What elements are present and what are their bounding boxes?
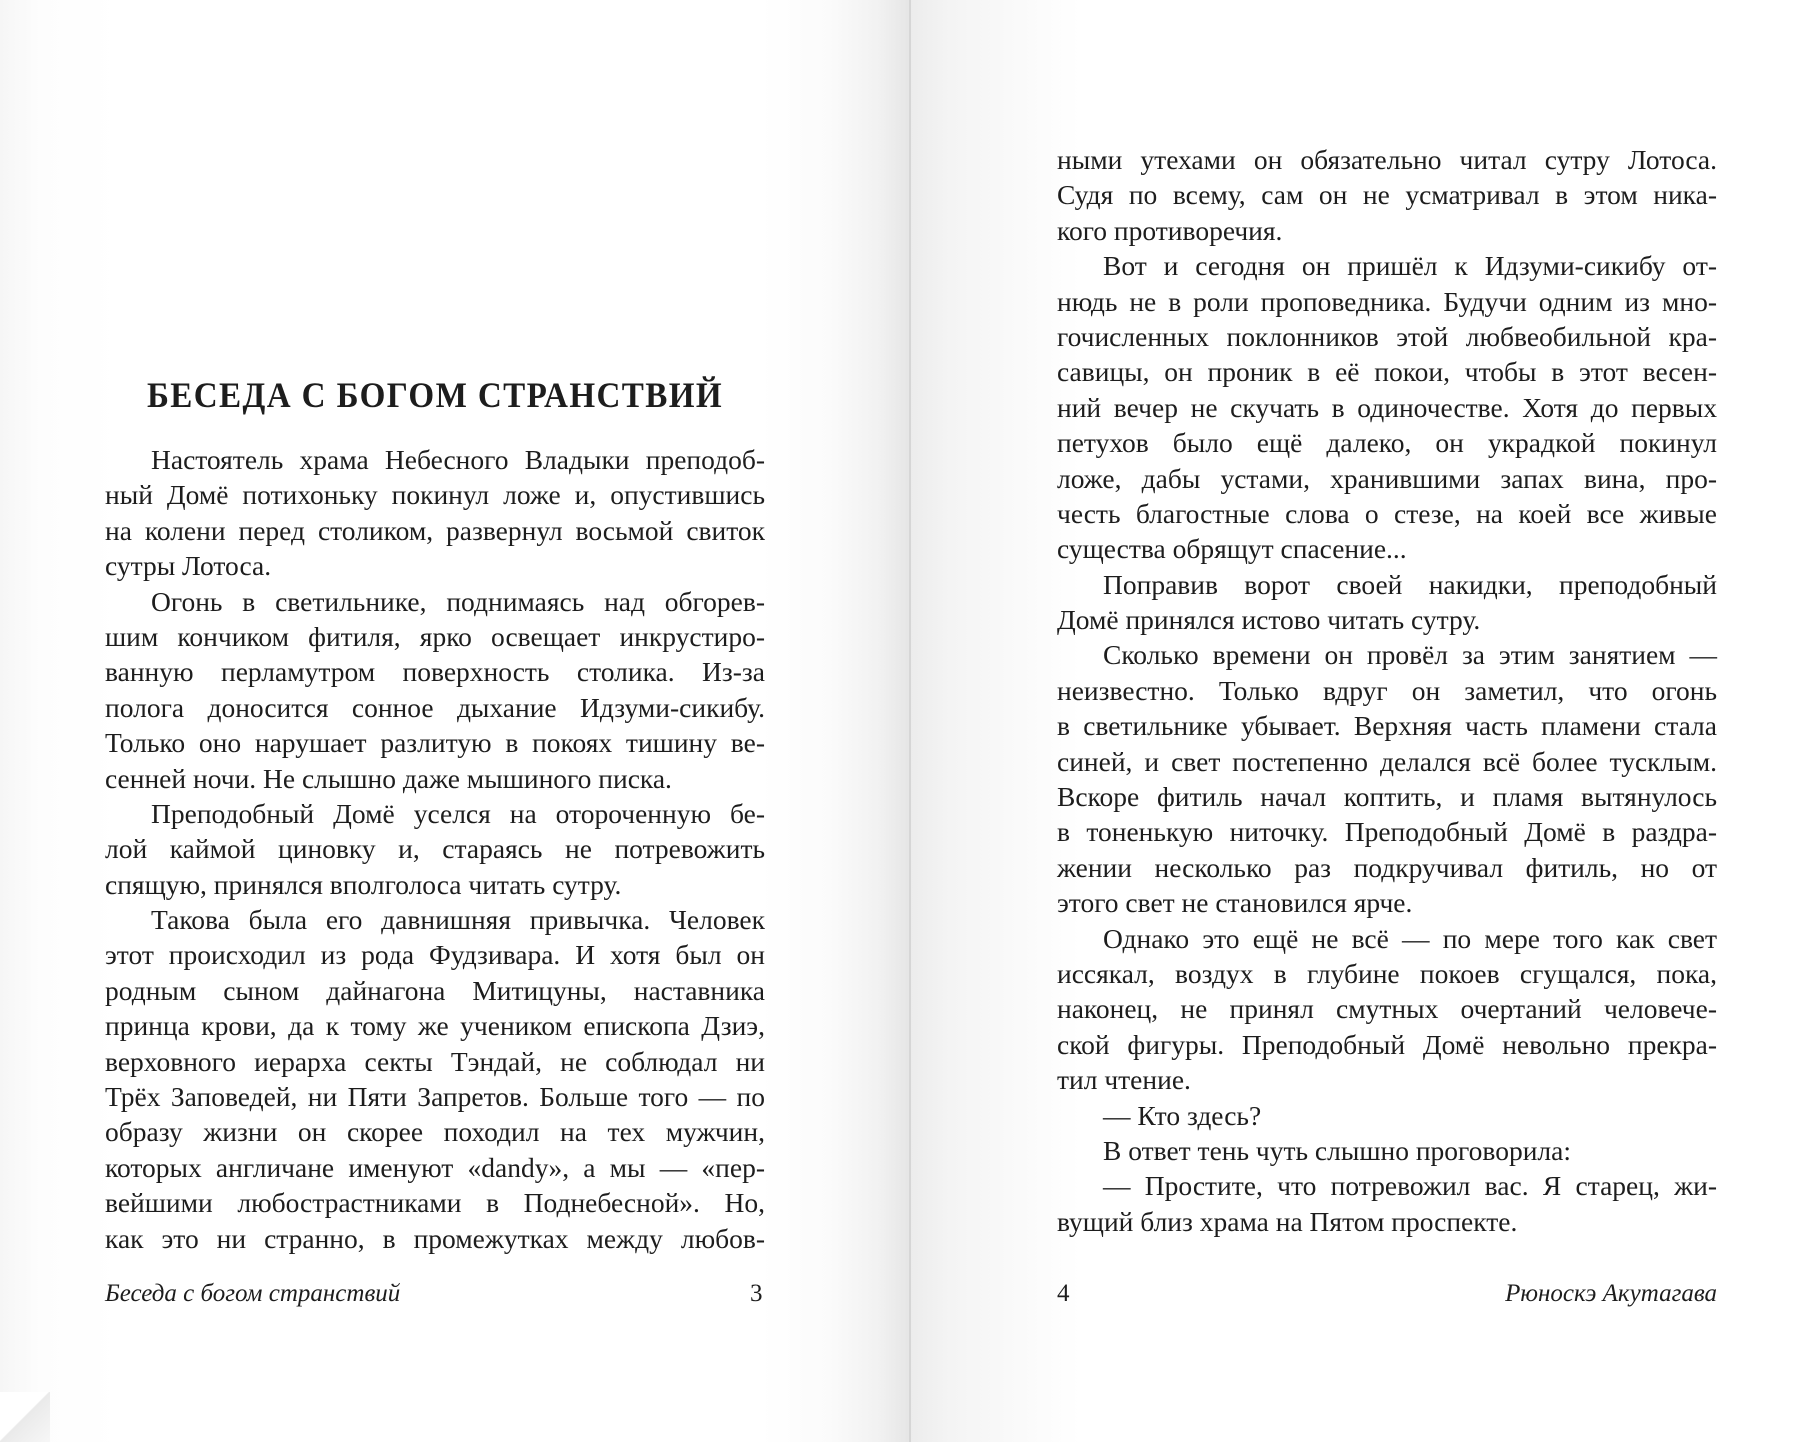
text-line-content: ской фигуры. Преподобный Домё невольно прекра- — [1057, 1028, 1717, 1060]
text-line-content: Такова была его давнишняя привычка. Человек — [151, 904, 765, 936]
text-line-content: полога доносится сонное дыхание Идзуми-сикибу. — [105, 691, 765, 723]
text-line-content: Вскоре фитиль начал коптить, и пламя вытянулось — [1057, 781, 1717, 813]
text-line-content: этот происходил из рода Фудзивара. И хотя был он — [105, 939, 765, 971]
text-line-content: Огонь в светильнике, поднимаясь над обгорев- — [151, 585, 765, 617]
text-line — [1057, 708, 1717, 743]
text-line — [1057, 779, 1717, 814]
text-line-content: принца крови, да к тому же учеником епископа Дзиэ, — [105, 1010, 765, 1042]
text-line-content: вейшими любострастниками в Поднебесной». Но, — [105, 1187, 765, 1219]
text-line — [105, 796, 765, 831]
text-line-content: честь благостные слова о стезе, на коей все живые — [1057, 497, 1717, 529]
text-line-content: петухов было ещё далеко, он украдкой покинул — [1057, 427, 1717, 459]
text-line — [1057, 956, 1717, 991]
text-line-content: в тоненькую ниточку. Преподобный Домё в раздра- — [1057, 816, 1717, 848]
text-line-content: сенней ночи. Не слышно даже мышиного писка. — [105, 762, 672, 794]
text-line — [105, 442, 765, 477]
text-line — [105, 690, 765, 725]
text-line — [1057, 284, 1717, 319]
text-line-content: ний вечер не скучать в одиночестве. Хотя до первых — [1057, 391, 1717, 423]
text-line — [105, 1114, 765, 1149]
text-line — [1057, 425, 1717, 460]
text-line-content: наконец, не принял смутных очертаний человече- — [1057, 993, 1717, 1025]
text-line — [105, 513, 765, 548]
text-line-content: ный Домё потихоньку покинул ложе и, опустившись — [105, 479, 765, 511]
right-page-text — [1057, 142, 1717, 1239]
running-title: Беседа с богом странствий — [105, 1280, 401, 1307]
text-line — [1057, 531, 1717, 566]
text-line — [1057, 390, 1717, 425]
text-line — [1057, 213, 1717, 248]
text-line-content: Трёх Заповедей, ни Пяти Запретов. Больше того — по — [105, 1081, 765, 1113]
text-line-content: Преподобный Домё уселся на отороченную бе- — [151, 797, 765, 829]
text-line-content: савицы, он проник в её покои, чтобы в этот весен- — [1057, 356, 1717, 388]
text-line-content: Вот и сегодня он пришёл к Идзуми-сикибу от- — [1103, 250, 1717, 282]
text-line-content: на колени перед столиком, развернул восьмой свиток — [105, 514, 765, 546]
text-line-content: в светильнике убывает. Верхняя часть пламени стала — [1057, 710, 1717, 742]
text-line — [1057, 567, 1717, 602]
text-line — [1057, 461, 1717, 496]
text-line-content: вущий близ храма на Пятом проспекте. — [1057, 1205, 1518, 1237]
text-line-content: которых англичане именуют «dandy», а мы — «пер- — [105, 1151, 765, 1183]
text-line-content: ными утехами он обязательно читал сутру Лотоса. — [1057, 144, 1717, 175]
text-line-content: Судя по всему, сам он не усматривал в этом ника- — [1057, 179, 1717, 211]
text-line-content: Только оно нарушает разлитую в покоях тишину ве- — [105, 727, 765, 759]
text-line-content: лой каймой циновку и, стараясь не потревожить — [105, 833, 765, 865]
text-line-content: — Простите, что потревожил вас. Я старец, жи- — [1103, 1170, 1717, 1202]
text-line — [105, 761, 765, 796]
text-line — [1057, 1133, 1717, 1168]
text-line-content: как это ни странно, в промежутках между любов- — [105, 1222, 765, 1254]
text-line — [1057, 673, 1717, 708]
text-line-content: синей, и свет постепенно делался всё более тусклым. — [1057, 745, 1717, 777]
text-line-content: родным сыном дайнагона Митицуны, наставника — [105, 974, 765, 1006]
text-line — [1057, 744, 1717, 779]
text-line-content: верховного иерарха секты Тэндай, не соблюдал ни — [105, 1045, 765, 1077]
text-line-content: жении несколько раз подкручивал фитиль, но от — [1057, 851, 1717, 883]
text-line — [105, 1185, 765, 1220]
text-line-content: — Кто здесь? — [1103, 1099, 1262, 1131]
text-line-content: нюдь не в роли проповедника. Будучи одним из мно- — [1057, 285, 1717, 317]
text-line — [105, 867, 765, 902]
running-author: Рюноскэ Акутагава — [1505, 1280, 1717, 1307]
text-line-content: Настоятель храма Небесного Владыки преподоб- — [151, 444, 765, 475]
text-line — [1057, 850, 1717, 885]
text-line — [1057, 814, 1717, 849]
text-line — [1057, 885, 1717, 920]
book-gutter — [909, 0, 911, 1442]
text-line — [1057, 991, 1717, 1026]
text-line — [1057, 496, 1717, 531]
text-line-content: шим кончиком фитиля, ярко освещает инкрустиро- — [105, 620, 765, 652]
text-line-content: Однако это ещё не всё — по мере того как свет — [1103, 922, 1717, 954]
text-line — [1057, 1098, 1717, 1133]
text-line — [105, 654, 765, 689]
chapter-heading: БЕСЕДА С БОГОМ СТРАНСТВИЙ — [147, 375, 723, 415]
text-line — [1057, 1204, 1717, 1239]
text-line-content: образу жизни он скорее походил на тех мужчин, — [105, 1116, 765, 1148]
text-line — [1057, 177, 1717, 212]
text-line-content: В ответ тень чуть слышно проговорила: — [1103, 1134, 1571, 1166]
page-curl-corner[interactable] — [0, 1392, 50, 1442]
text-line-content: Сколько времени он провёл за этим занятием — — [1103, 639, 1717, 671]
text-line-content: иссякал, воздух в глубине покоев сгущался, пока, — [1057, 957, 1717, 989]
text-line — [105, 477, 765, 512]
text-line — [1057, 319, 1717, 354]
text-line — [105, 619, 765, 654]
text-line — [105, 1008, 765, 1043]
text-line-content: ложе, дабы устами, хранившими запах вина, про- — [1057, 462, 1717, 494]
text-line — [1057, 354, 1717, 389]
text-line-content: кого противоречия. — [1057, 214, 1283, 246]
text-line — [105, 725, 765, 760]
text-line-content: ванную перламутром поверхность столика. Из-за — [105, 656, 765, 688]
text-line-content: гочисленных поклонников этой любвеобильной кра- — [1057, 320, 1717, 352]
text-line — [105, 937, 765, 972]
text-line — [1057, 602, 1717, 637]
text-line — [105, 1079, 765, 1114]
text-line — [105, 902, 765, 937]
text-line — [1057, 1027, 1717, 1062]
text-line-content: спящую, принялся вполголоса читать сутру. — [105, 868, 622, 900]
text-line — [105, 1150, 765, 1185]
text-line — [105, 584, 765, 619]
text-line — [105, 1044, 765, 1079]
text-line-content: этого свет не становился ярче. — [1057, 887, 1413, 919]
text-line — [105, 831, 765, 866]
page-number-left: 3 — [750, 1280, 763, 1307]
text-line-content: тил чтение. — [1057, 1064, 1191, 1096]
text-line — [105, 973, 765, 1008]
text-line-content: существа обрящут спасение... — [1057, 533, 1407, 565]
text-line — [1057, 1062, 1717, 1097]
left-page-text — [105, 442, 765, 1256]
text-line — [105, 548, 765, 583]
page-number-right: 4 — [1057, 1280, 1070, 1307]
text-line — [1057, 1168, 1717, 1203]
text-line — [105, 1221, 765, 1256]
text-line — [1057, 637, 1717, 672]
text-line-content: Поправив ворот своей накидки, преподобный — [1103, 568, 1717, 600]
text-line-content: сутры Лотоса. — [105, 550, 272, 582]
text-line — [1057, 248, 1717, 283]
text-line — [1057, 921, 1717, 956]
text-line-content: неизвестно. Только вдруг он заметил, что огонь — [1057, 674, 1717, 706]
text-line-content: Домё принялся истово читать сутру. — [1057, 604, 1481, 636]
text-line — [1057, 142, 1717, 177]
